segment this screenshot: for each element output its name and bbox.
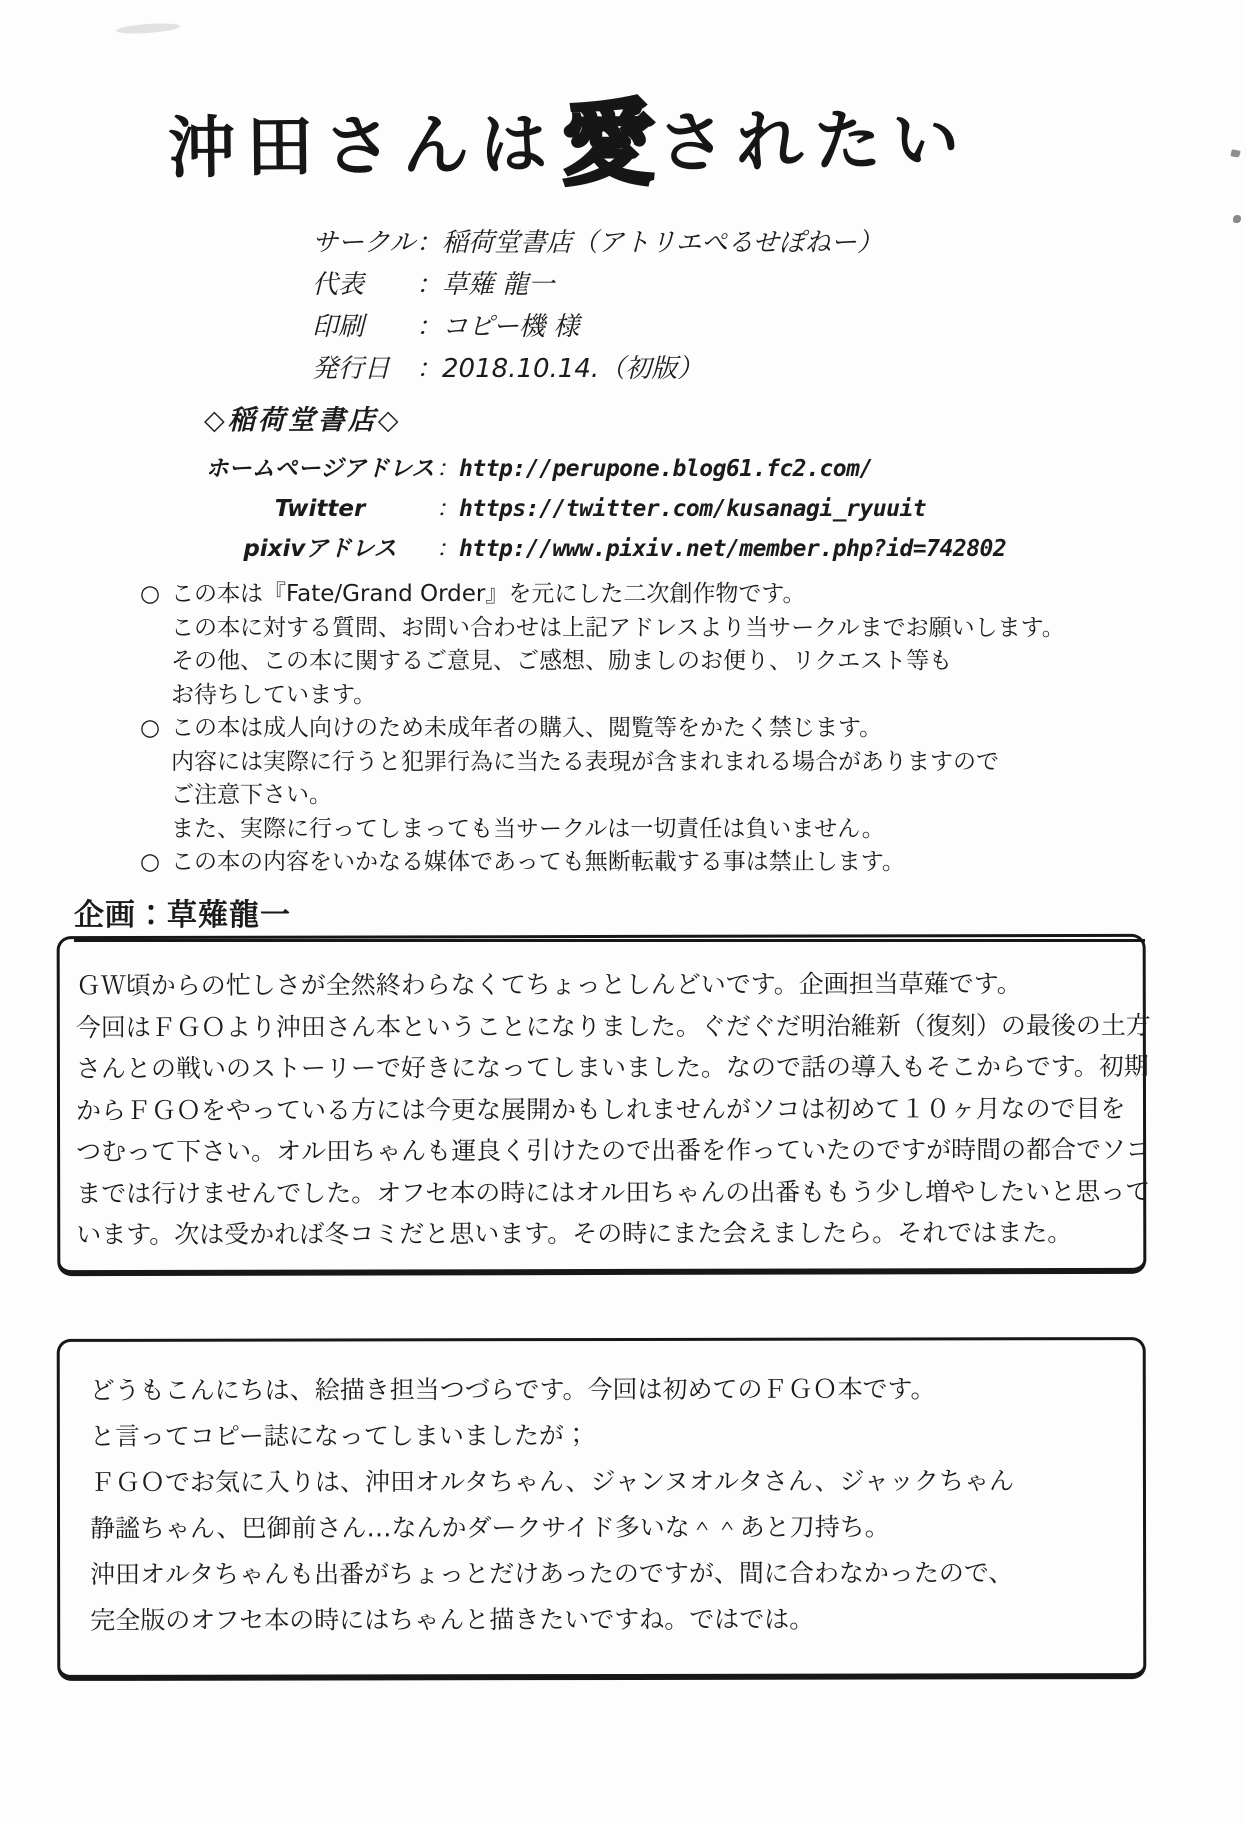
notice-text: また、実際に行ってしまっても当サークルは一切責任は負いません。	[171, 815, 885, 842]
bullet-circle-marker	[140, 645, 171, 679]
planning-credit-heading: 企画：草薙龍一	[74, 890, 1145, 942]
notice-line	[140, 779, 1065, 813]
notice-text: 内容には実際に行うと犯罪行為に当たる表現が含まれまれる場合がありますので	[171, 748, 999, 775]
bullet-circle-marker	[140, 813, 171, 847]
colon-separator: ：	[416, 270, 443, 300]
notice-line	[140, 612, 1065, 646]
notice-line	[140, 746, 1065, 780]
notice-text: この本は『Fate/Grand Order』を元にした二次創作物です。	[171, 581, 806, 607]
colon-separator: ：	[436, 536, 459, 562]
homepage-url-text: http://perupone.blog61.fc2.com/	[459, 456, 873, 482]
notice-text: その他、この本に関するご意見、ご感想、励ましのお便り、リクエスト等も	[171, 648, 953, 674]
bullet-circle-marker: ○	[140, 581, 161, 607]
twitter-url-text: https://twitter.com/kusanagi_ryuuit	[459, 496, 927, 522]
contact-row-homepage	[204, 449, 1006, 489]
comment-line: ＧＷ頃からの忙しさが全然終わらなくてちょっとしんどいです。企画担当草薙です。	[75, 969, 1022, 1001]
colophon-row-printing	[312, 306, 883, 348]
colophon-row-representative	[312, 264, 883, 306]
colophon-block	[312, 222, 883, 390]
notice-text: お待ちしています。	[171, 681, 377, 708]
colophon-label: 代表	[312, 270, 365, 300]
notice-line	[140, 578, 1065, 612]
colon-separator: ：	[436, 496, 459, 522]
notice-line	[140, 645, 1065, 679]
pixiv-url-text: http://www.pixiv.net/member.php?id=742802	[459, 536, 1007, 562]
notice-line	[140, 712, 1065, 746]
contact-label: ホームページアドレス	[205, 456, 435, 482]
bullet-circle-marker: ○	[140, 849, 161, 875]
contact-block	[204, 398, 1006, 569]
notices-block	[140, 578, 1065, 880]
contact-label: Twitter	[274, 496, 366, 522]
colophon-value: 2018.10.14.（初版）	[442, 354, 704, 384]
comment-line: 沖田オルタちゃんも出番がちょっとだけあったのですが、間に合わなかったので、	[90, 1558, 1014, 1589]
comment-line: からＦＧＯをやっている方には今更な展開かもしれませんがソコは初めて１０ヶ月なので目を	[75, 1093, 1126, 1125]
comment-line: つむって下さい。オル田ちゃんも運良く引けたので出番を作っていたのですが時間の都合でソコ	[76, 1134, 1151, 1167]
colon-separator: ：	[416, 354, 443, 384]
comment-line: います。次は受かれば冬コミだと思います。その時にまた会えましたら。それではまた。	[76, 1218, 1073, 1250]
contact-row-pixiv	[204, 529, 1006, 569]
bullet-circle-marker: ○	[140, 715, 161, 741]
contact-label: pixivアドレス	[243, 536, 397, 562]
colophon-value: 草薙 龍一	[442, 270, 555, 300]
contact-row-twitter	[204, 489, 1006, 529]
colon-separator: ：	[416, 228, 443, 258]
title-outlined-character: 愛	[561, 90, 655, 199]
colophon-row-circle	[312, 222, 883, 264]
comment-line: 完全版のオフセ本の時にはちゃんと描きたいですね。ではでは。	[90, 1604, 815, 1635]
notice-text: この本の内容をいかなる媒体であっても無断転載する事は禁止します。	[171, 849, 905, 875]
comment-line: ＦＧＯでお気に入りは、沖田オルタちゃん、ジャンヌオルタさん、ジャックちゃん	[89, 1466, 1014, 1497]
scan-artifact-speck	[1233, 215, 1241, 223]
colophon-label: サークル	[312, 228, 416, 258]
title-text-post: されたい	[657, 100, 971, 183]
notice-text: この本は成人向けのため未成年者の購入、閲覧等をかたく禁じます。	[171, 715, 883, 741]
planner-comment-box	[57, 934, 1151, 1276]
notice-text: この本に対する質問、お問い合わせは上記アドレスより当サークルまでお願いします。	[171, 614, 1065, 641]
colophon-value: 稲荷堂書店（アトリエぺるせぽねー）	[442, 228, 883, 258]
colophon-label: 発行日	[312, 354, 391, 384]
colon-separator: ：	[436, 456, 459, 482]
colophon-label: 印刷	[312, 312, 365, 342]
notice-line	[140, 813, 1065, 847]
bullet-circle-marker	[140, 612, 171, 646]
bullet-circle-marker	[140, 679, 171, 713]
comment-line: と言ってコピー誌になってしまいましたが；	[89, 1421, 589, 1451]
comment-line: 静謐ちゃん、巴御前さん…なんかダークサイド多いな＾＾あと刀持ち。	[90, 1512, 890, 1543]
notice-text: ご注意下さい。	[171, 782, 332, 808]
comment-line: どうもこんにちは、絵描き担当つづらです。今回は初めてのＦＧＯ本です。	[89, 1374, 936, 1405]
circle-name-heading: ◇稲荷堂書店◇	[204, 405, 402, 436]
scan-artifact-speck	[1230, 149, 1240, 158]
colon-separator: ：	[416, 312, 443, 342]
artist-comment-box	[57, 1337, 1147, 1681]
colophon-value: コピー機 様	[442, 312, 580, 342]
notice-line	[140, 846, 1065, 880]
comment-line: さんとの戦いのストーリーで好きになってしまいました。なので話の導入もそこからです。初期	[75, 1051, 1149, 1084]
title-text-pre: 沖田さんは	[167, 105, 559, 188]
bullet-circle-marker	[140, 746, 171, 780]
colophon-row-publish-date	[312, 348, 883, 390]
comment-line: までは行けませんでした。オフセ本の時にはオル田ちゃんの出番ももう少し増やしたいと思って	[76, 1176, 1151, 1208]
notice-line	[140, 679, 1065, 713]
scan-artifact-smudge	[116, 22, 180, 35]
comment-line: 今回はＦＧＯより沖田さん本ということになりました。ぐだぐだ明治維新（復刻）の最後の土方	[75, 1010, 1151, 1042]
page-title	[167, 58, 970, 198]
bullet-circle-marker	[140, 779, 171, 813]
